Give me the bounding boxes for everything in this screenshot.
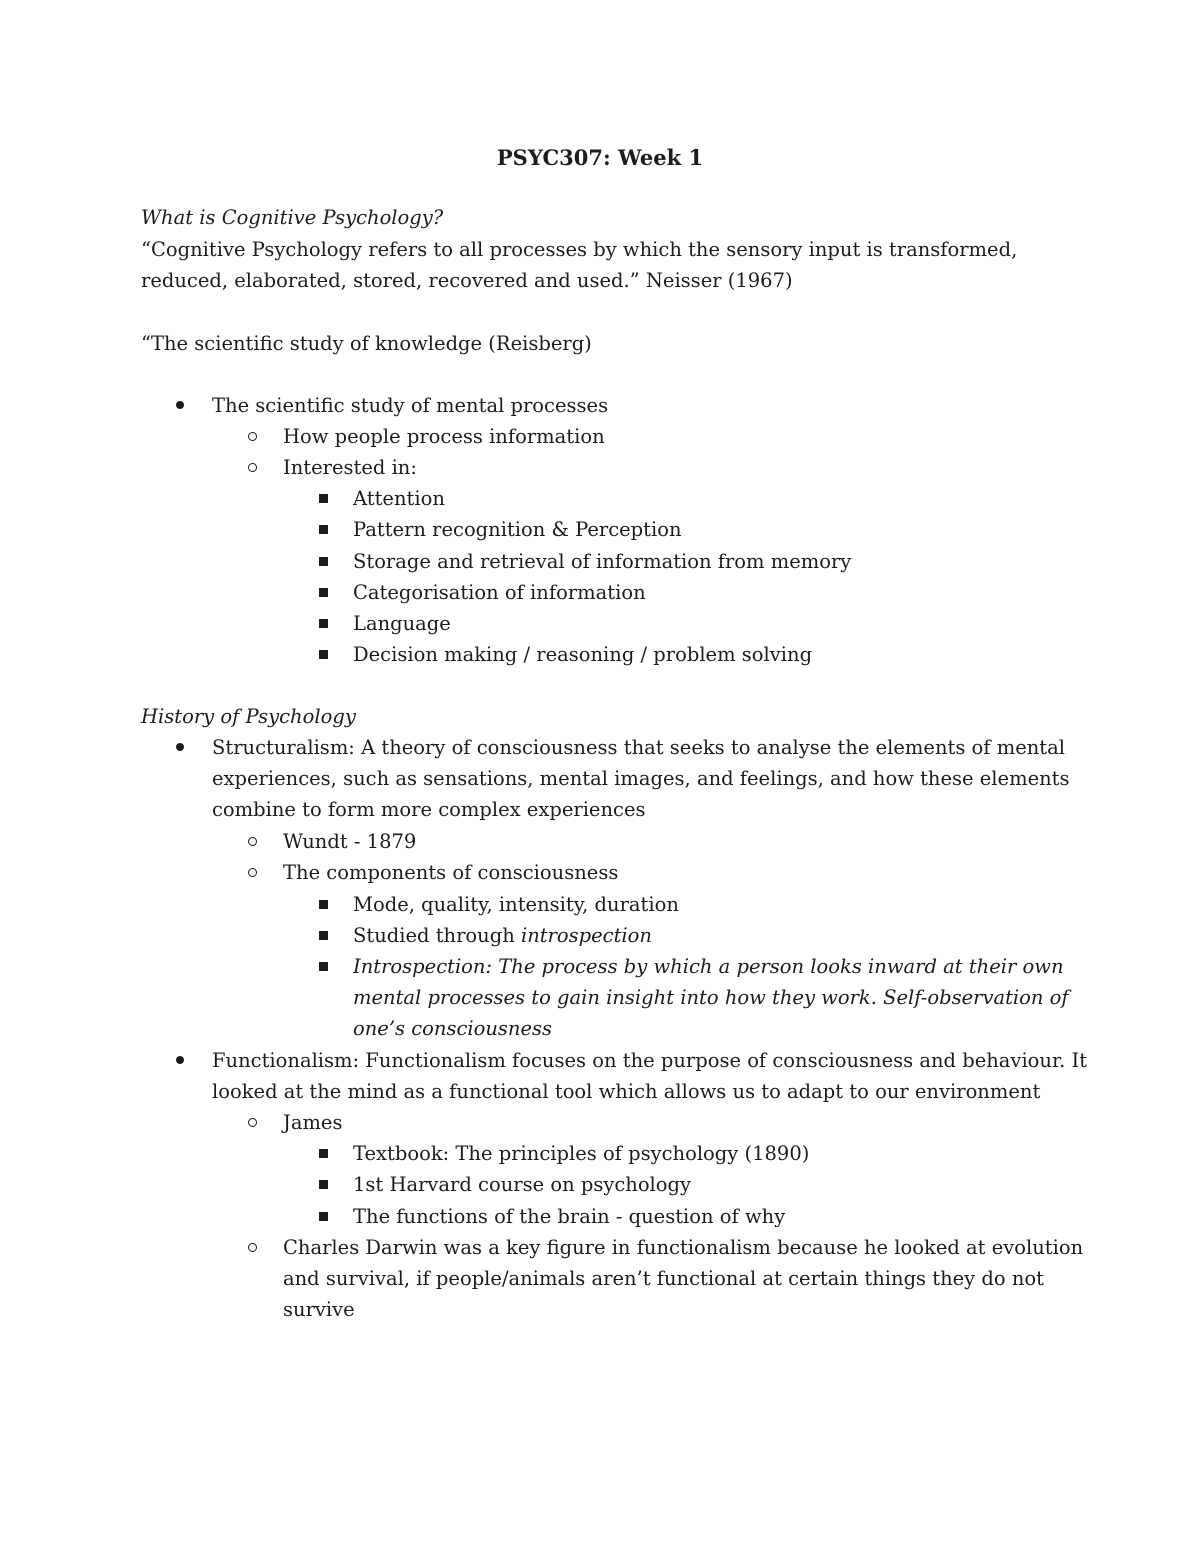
introspection-line-2: mental processes to gain insight into how they work. Self-observation of (353, 986, 1069, 1009)
list-item-components: The components of consciousness (283, 861, 619, 884)
bullet-square-icon (319, 650, 328, 659)
section-heading-cognitive-psychology: What is Cognitive Psychology? (141, 206, 444, 229)
bullet-circle-icon (248, 432, 257, 441)
list-item: Language (353, 612, 451, 635)
bullet-square-icon (319, 1212, 328, 1221)
bullet-dot-icon (176, 401, 184, 409)
bullet-circle-icon (248, 837, 257, 846)
bullet-square-icon (319, 1180, 328, 1189)
list-item-mode: Mode, quality, intensity, duration (353, 893, 679, 916)
list-item-functions: The functions of the brain - question of why (353, 1205, 786, 1228)
bullet-dot-icon (176, 1056, 184, 1064)
studied-prefix: Studied through (353, 924, 521, 947)
reisberg-quote: “The scientific study of knowledge (Reisberg) (141, 332, 592, 355)
functionalism-line-2: looked at the mind as a functional tool which allows us to adapt to our environment (212, 1080, 1041, 1103)
structuralism-line-2: experiences, such as sensations, mental images, and feelings, and how these elements (212, 767, 1070, 790)
structuralism-line-1: Structuralism: A theory of consciousness that seeks to analyse the elements of mental (212, 736, 1066, 759)
list-item: Storage and retrieval of information from memory (353, 550, 852, 573)
bullet-dot-icon (176, 743, 184, 751)
introspection-line-3: one’s consciousness (353, 1017, 553, 1040)
list-item-studied-through (353, 920, 652, 951)
list-item-process-information: How people process information (283, 425, 605, 448)
bullet-square-icon (319, 1149, 328, 1158)
list-item: Decision making / reasoning / problem solving (353, 643, 813, 666)
page-title: PSYC307: Week 1 (496, 145, 704, 170)
bullet-square-icon (319, 494, 328, 503)
neisser-quote-line-2: reduced, elaborated, stored, recovered and used.” Neisser (1967) (141, 269, 793, 292)
bullet-square-icon (319, 557, 328, 566)
list-item: Attention (353, 487, 445, 510)
bullet-square-icon (319, 588, 328, 597)
bullet-square-icon (319, 900, 328, 909)
darwin-line-3: survive (283, 1298, 355, 1321)
studied-italic: introspection (520, 924, 652, 947)
functionalism-line-1: Functionalism: Functionalism focuses on the purpose of consciousness and behaviour. It (212, 1049, 1088, 1072)
bullet-circle-icon (248, 463, 257, 472)
neisser-quote-line-1: “Cognitive Psychology refers to all processes by which the sensory input is transformed, (141, 238, 1018, 261)
bullet-circle-icon (248, 1243, 257, 1252)
bullet-square-icon (319, 619, 328, 628)
list-item-textbook: Textbook: The principles of psychology (1890) (353, 1142, 810, 1165)
list-item-interested-in: Interested in: (283, 456, 417, 479)
darwin-line-1: Charles Darwin was a key figure in functionalism because he looked at evolution (283, 1236, 1084, 1259)
list-item: Categorisation of information (353, 581, 646, 604)
bullet-square-icon (319, 931, 328, 940)
bullet-square-icon (319, 962, 328, 971)
introspection-line-1: Introspection: The process by which a person looks inward at their own (353, 955, 1064, 978)
list-item: Pattern recognition & Perception (353, 518, 682, 541)
list-item-harvard: 1st Harvard course on psychology (353, 1173, 692, 1196)
bullet-circle-icon (248, 868, 257, 877)
bullet-square-icon (319, 525, 328, 534)
section-heading-history: History of Psychology (141, 705, 356, 728)
structuralism-line-3: combine to form more complex experiences (212, 798, 646, 821)
bullet-circle-icon (248, 1118, 257, 1127)
list-item-wundt: Wundt - 1879 (283, 830, 417, 853)
list-item-james: James (283, 1111, 343, 1134)
list-item-mental-processes: The scientific study of mental processes (212, 394, 609, 417)
darwin-line-2: and survival, if people/animals aren’t functional at certain things they do not (283, 1267, 1044, 1290)
